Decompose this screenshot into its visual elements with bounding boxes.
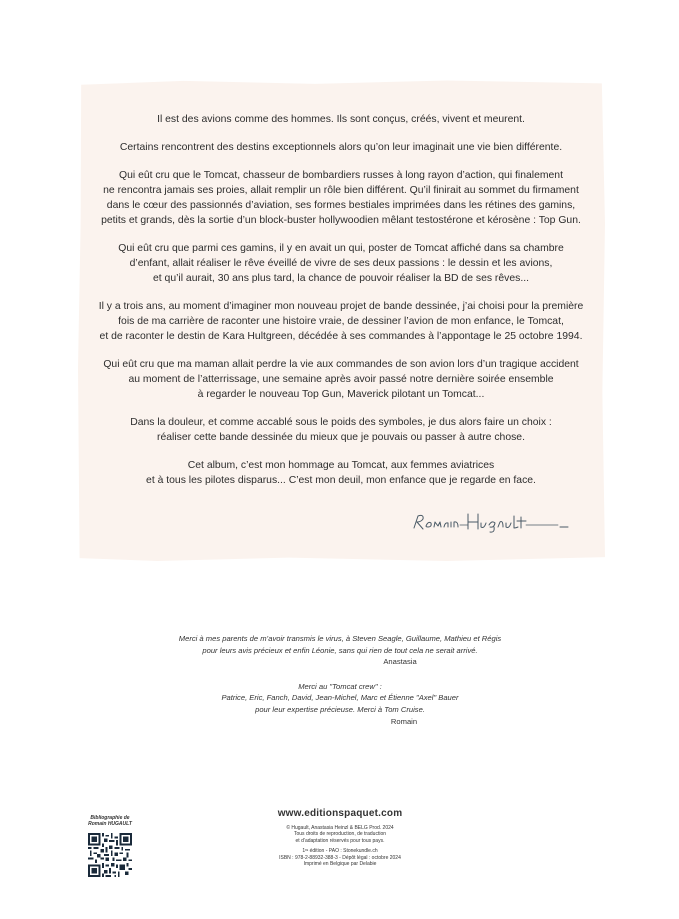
intro-paragraph-8: Cet album, c’est mon hommage au Tomcat, aux femmes aviatrices et à tous les pilotes disparus... C’est mon deuil, mon enfance que je regarde en face. xyxy=(146,460,536,486)
thanks-anastasia-name: Anastasia xyxy=(383,657,417,667)
publisher-info xyxy=(230,808,450,867)
edition-info: 1ʳᵉ édition - PAO : Stonekundle.ch ISBN : 978-2-88932-388-3 - Dépôt légal : octobre 2024 Imprimé en Belgique par Delabie xyxy=(279,848,401,868)
bibliography-label: Bibliographie de Romain HUGAULT xyxy=(88,815,132,827)
intro-paragraph-7: Dans la douleur, et comme accablé sous le poids des symboles, je dus alors faire un choix : réaliser cette bande dessinée du mieux que je pouvais ou passer à autre chose. xyxy=(130,417,552,443)
qr-code-icon[interactable] xyxy=(88,833,132,877)
intro-paragraph-5: Il y a trois ans, au moment d’imaginer mon nouveau projet de bande dessinée, j’ai choisi pour la première fois de ma carrière de raconter une histoire vraie, de dessiner l’avion de mon enfance, le Tomcat, et de raconter le destin de Kara Hultgreen, décédée à ses commandes à l’appontage le 25 octobre 1994. xyxy=(98,301,584,342)
intro-paragraph-2: Certains rencontrent des destins exceptionnels alors qu’on leur imaginait une vie bien différente. xyxy=(119,142,563,153)
thanks-romain-text: Merci au "Tomcat crew" : Patrice, Eric, Fanch, David, Jean-Michel, Marc et Étienne "Axel" Bauer pour leur expertise précieuse. Merci à Tom Cruise. xyxy=(221,681,459,714)
acknowledgements xyxy=(140,633,540,740)
copyright-notice: © Hugault, Anastasia Heinzl & BELG Prod. 2024 Tous droits de reproduction, de traduction et d’adaptation réservés pour tous pays. xyxy=(286,825,394,844)
publisher-url[interactable]: www.editionspaquet.com xyxy=(277,808,403,819)
intro-paragraph-3: Qui eût cru que le Tomcat, chasseur de bombardiers russes à long rayon d’action, qui finalement ne rencontra jamais ses proies, allait remplir un rôle bien différent. Qu’il finirait au sommet du firmament dans le cœur des passionnés d’aviation, ses formes bestiales imprimées dans les rétines des gamins, petits et grands, dès la sortie d’un block-buster hollywoodien mêlant testostérone et kérosène : Top Gun. xyxy=(101,170,581,226)
intro-paragraph-1: Il est des avions comme des hommes. Ils sont conçus, créés, vivent et meurent. xyxy=(157,114,525,125)
intro-paragraph-4: Qui eût cru que parmi ces gamins, il y en avait un qui, poster de Tomcat affiché dans sa chambre d’enfant, allait réaliser le rêve éveillé de vivre de ses deux passions : le dessin et les avions, et qu’il aurait, 30 ans plus tard, la chance de pouvoir réaliser la BD de ses rêves... xyxy=(118,243,564,284)
thanks-anastasia-text: Merci à mes parents de m’avoir transmis le virus, à Steven Seagle, Guillaume, Mathieu et Régis pour leurs avis précieux et enfin Léonie, sans qui rien de tout cela ne serait arrivé. xyxy=(178,634,502,655)
intro-text xyxy=(88,112,594,501)
thanks-romain-name: Romain xyxy=(390,716,418,726)
intro-paragraph-6: Qui eût cru que ma maman allait perdre la vie aux commandes de son avion lors d’un tragique accident au moment de l’atterrissage, une semaine après avoir passé notre dernière soirée ensemble à regarder le nouveau Top Gun, Maverick pilotant un Tomcat... xyxy=(103,359,579,400)
signature-romain-hugault xyxy=(408,508,578,538)
